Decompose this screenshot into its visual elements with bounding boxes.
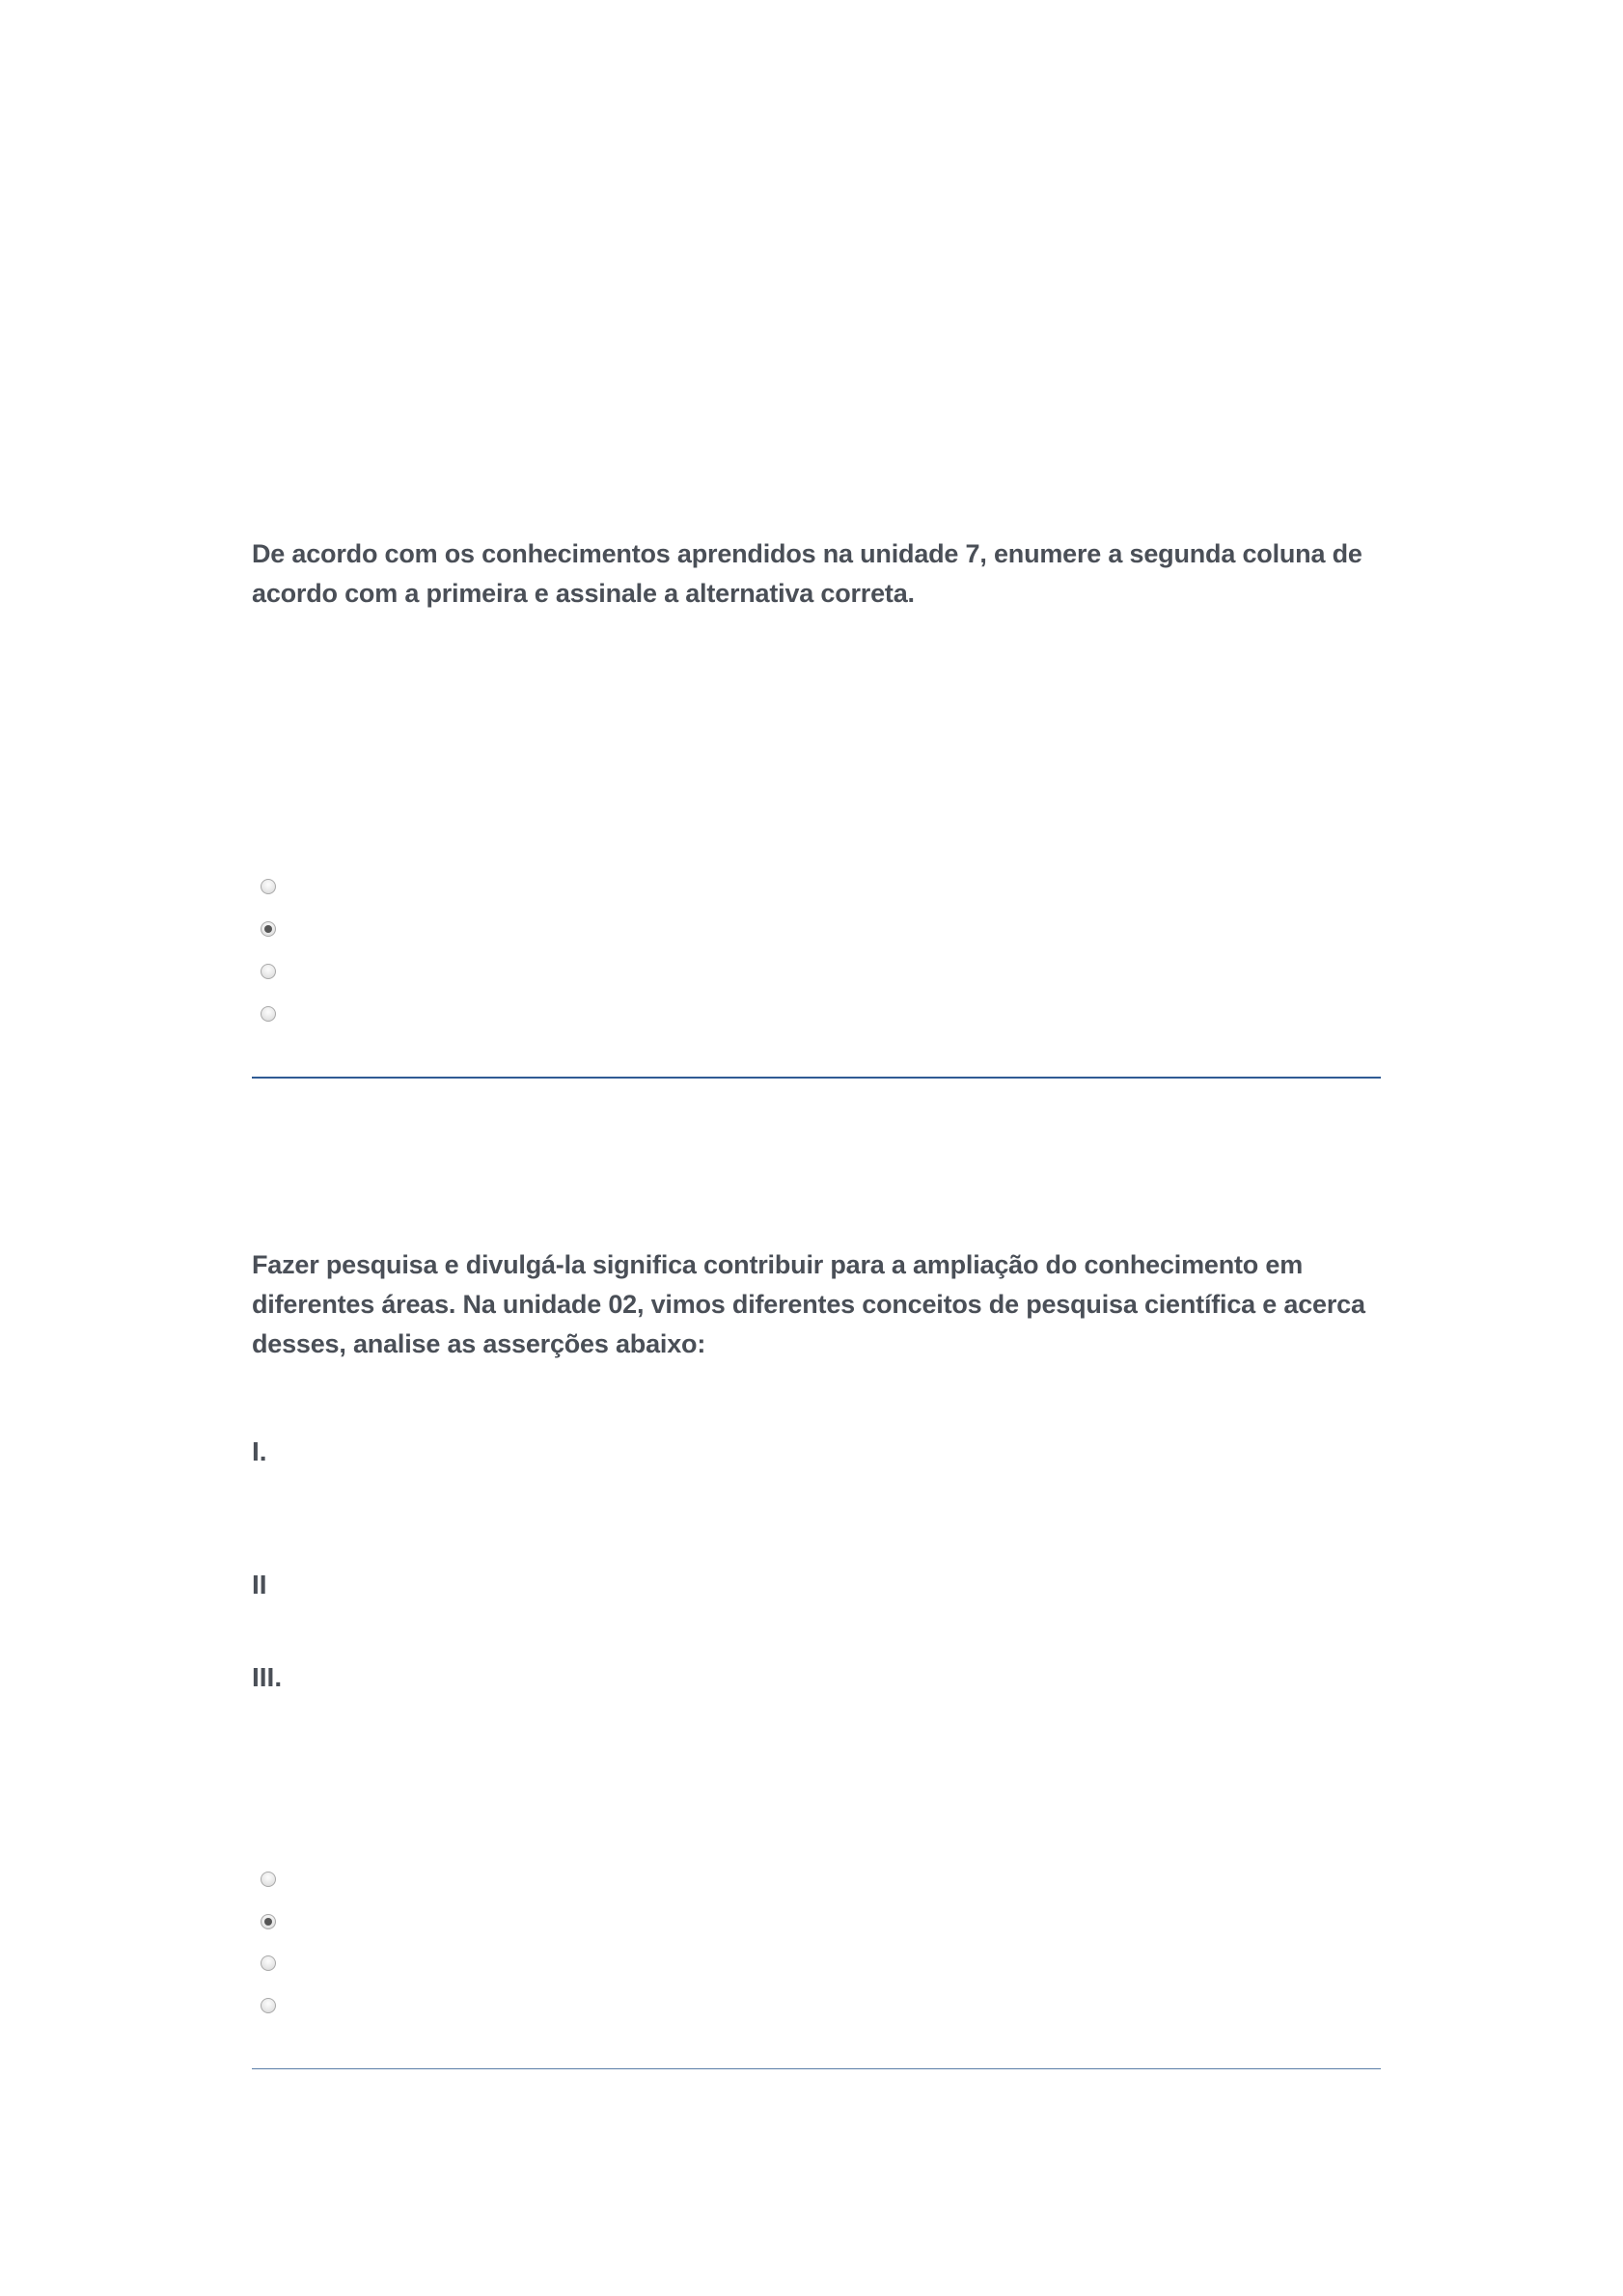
- assertion-1-label: I.: [252, 1436, 267, 1466]
- question-1-option-c-radio[interactable]: [261, 964, 276, 979]
- question-2-text: Fazer pesquisa e divulgá-la significa contribuir para a ampliação do conhecimento em diferentes áreas. Na unidade 02, vimos diferentes conceitos de pesquisa científica e acerca desses, analise as asserções abaixo:: [252, 1250, 1365, 1358]
- assertion-3-label: III.: [252, 1662, 283, 1692]
- question-1-option-d-radio[interactable]: [261, 1006, 276, 1022]
- question-1-divider: [252, 1077, 1381, 1079]
- question-2-option-c-radio[interactable]: [261, 1955, 276, 1971]
- question-1-text: De acordo com os conhecimentos aprendidos na unidade 7, enumere a segunda coluna de acordo com a primeira e assinale a alternativa correta.: [252, 539, 1362, 608]
- question-2-option-d-radio[interactable]: [261, 1998, 276, 2013]
- question-2-option-a-radio[interactable]: [261, 1872, 276, 1887]
- assertion-2-label: II: [252, 1570, 267, 1599]
- question-1-option-b-radio[interactable]: [261, 921, 276, 937]
- question-1-option-a-radio[interactable]: [261, 879, 276, 894]
- question-2-option-b-radio[interactable]: [261, 1914, 276, 1929]
- question-2-divider: [252, 2068, 1381, 2069]
